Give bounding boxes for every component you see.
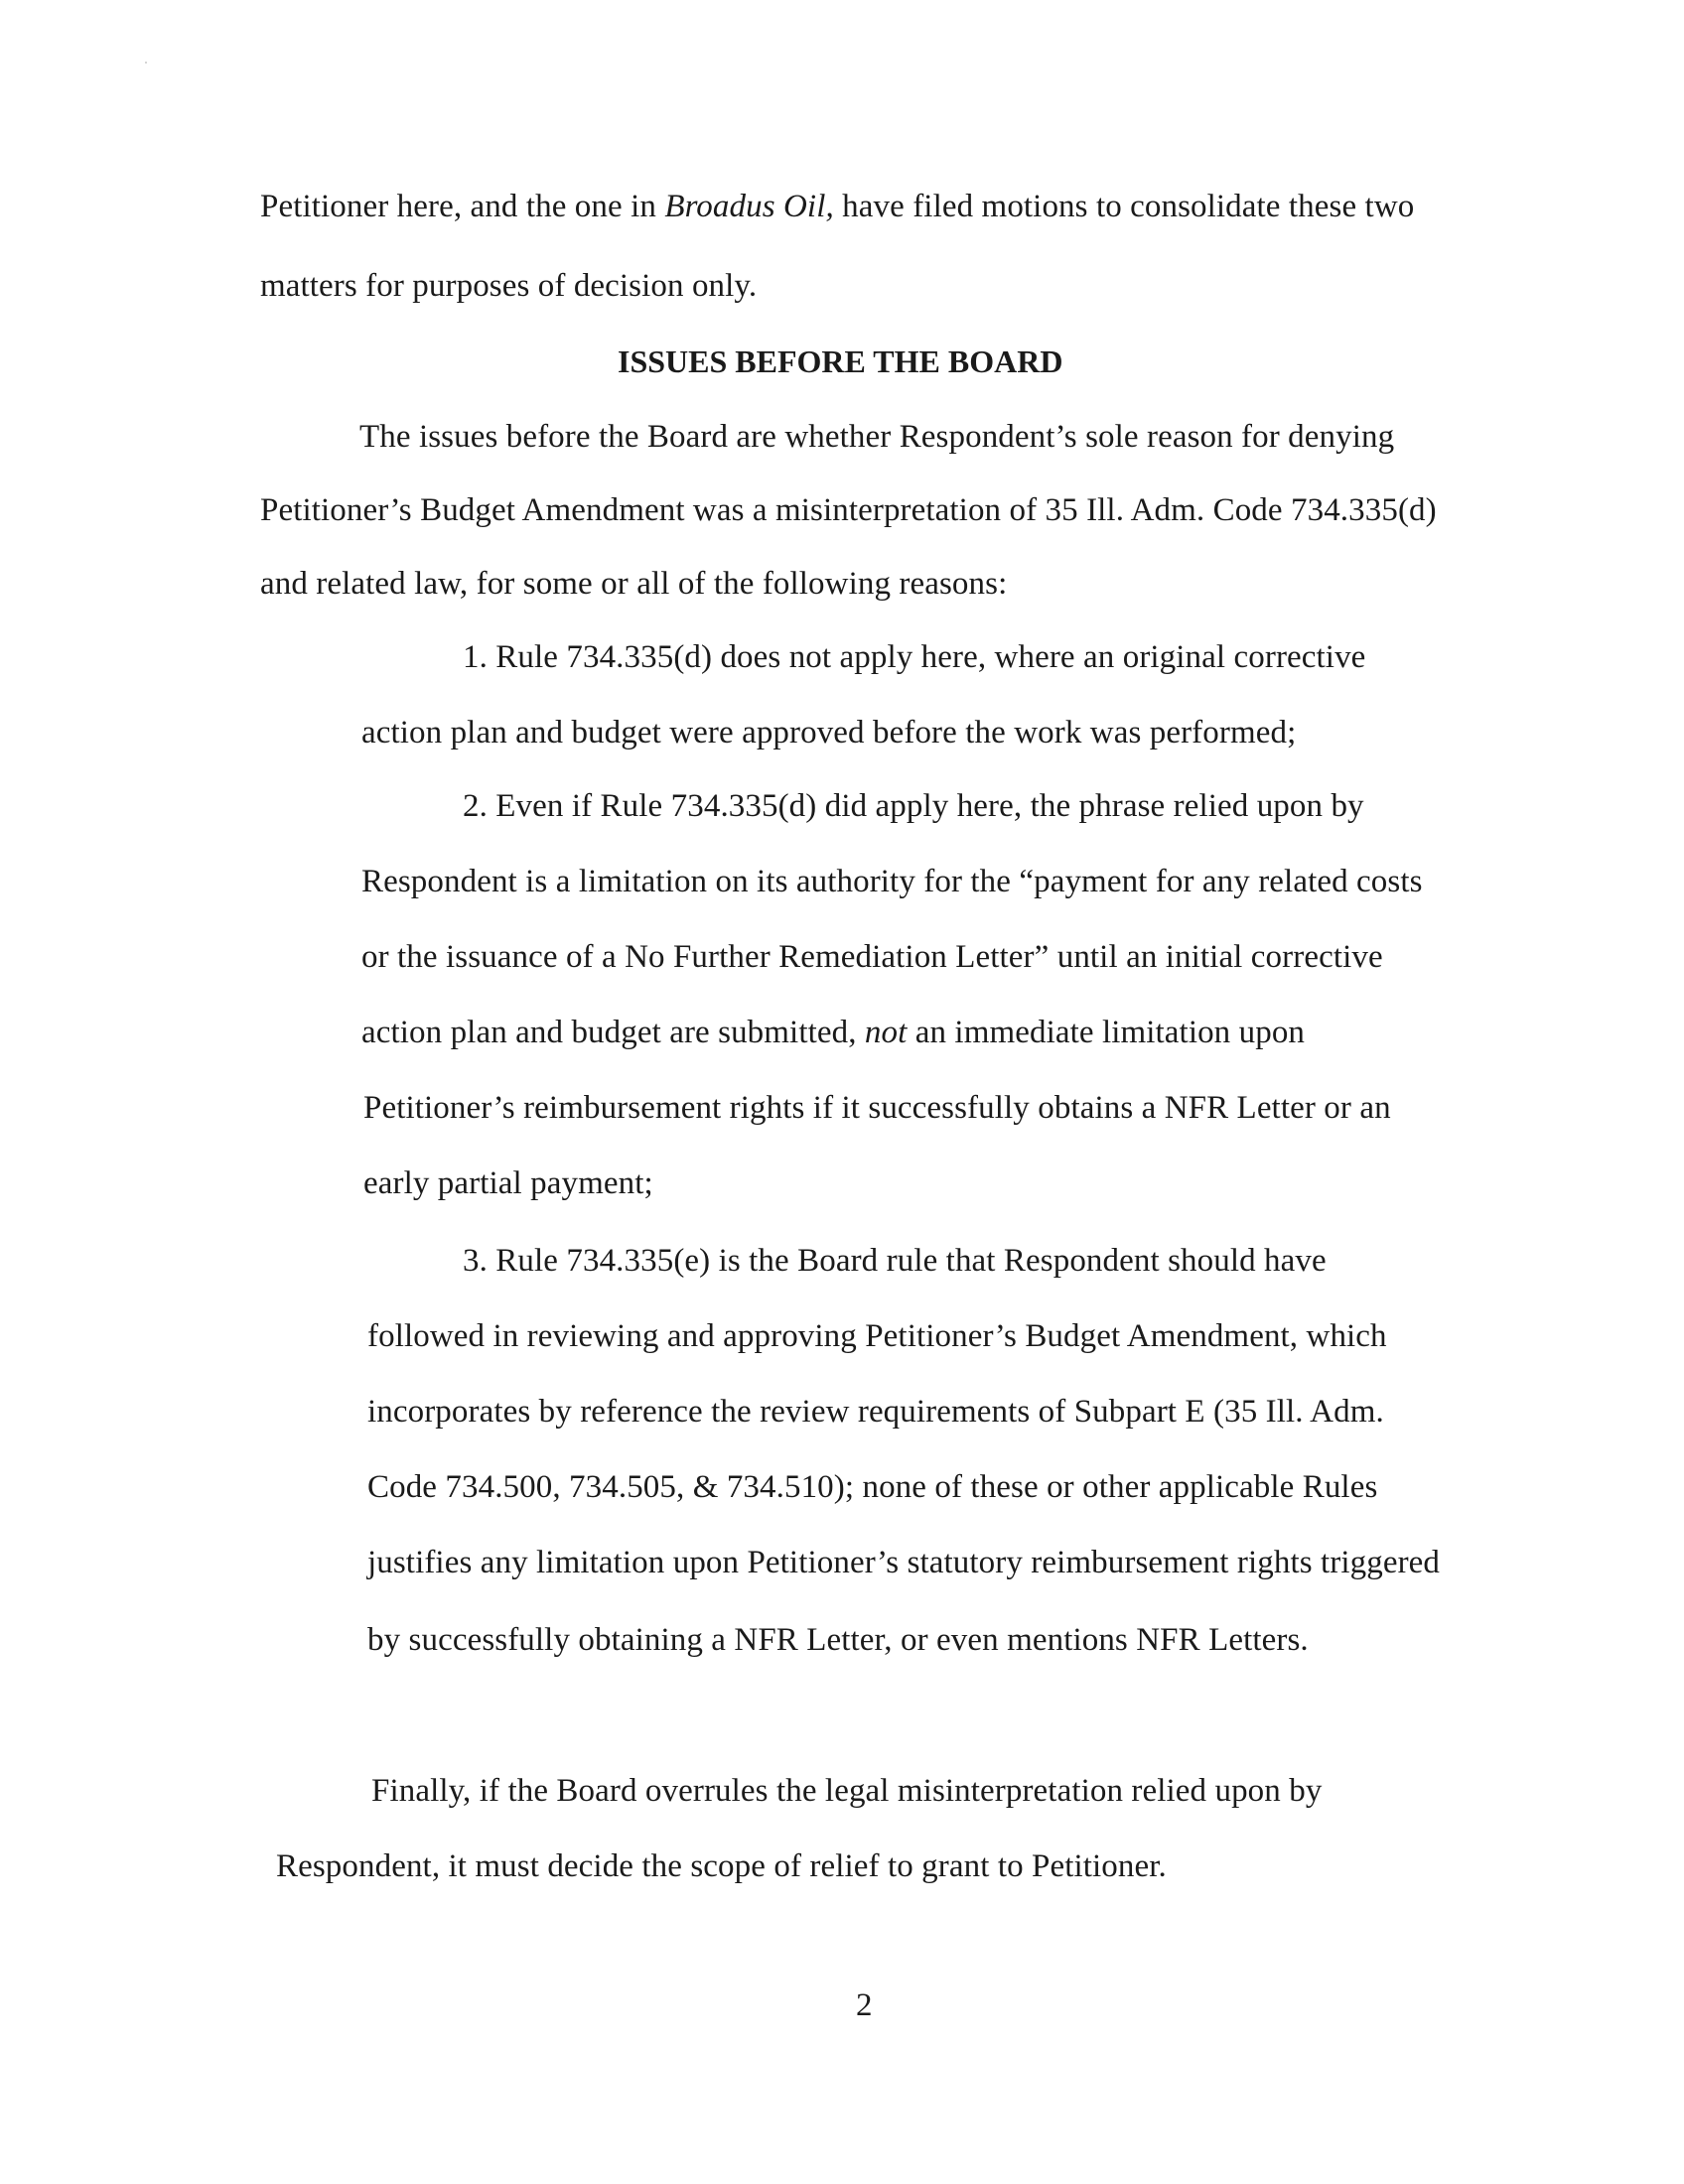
intro-line-2: matters for purposes of decision only. [260,268,758,304]
item-2-line-4-end: an immediate limitation upon [907,1015,1306,1050]
intro-line-1 [260,187,1414,226]
emphasis-italic: not [864,1015,908,1050]
scan-speck [145,62,147,64]
item-2-line-4-start: action plan and budget are submitted, [361,1015,865,1050]
item-2-line-2: Respondent is a limitation on its authority for the “payment for any related costs [361,864,1423,899]
section-heading: ISSUES BEFORE THE BOARD [618,343,1063,379]
issues-line-2: Petitioner’s Budget Amendment was a misinterpretation of 35 Ill. Adm. Code 734.335(d) [260,492,1437,528]
item-1-line-1: 1. Rule 734.335(d) does not apply here, where an original corrective [463,639,1366,675]
case-name-italic: Broadus Oil, [664,189,834,224]
item-3-line-3: incorporates by reference the review requirements of Subpart E (35 Ill. Adm. [367,1394,1384,1430]
intro-line-1-start: Petitioner here, and the one in [260,189,665,224]
item-3-line-5: justifies any limitation upon Petitioner’s statutory reimbursement rights triggered [367,1545,1441,1580]
item-3-line-4: Code 734.500, 734.505, & 734.510); none of these or other applicable Rules [367,1469,1378,1505]
item-2-line-1: 2. Even if Rule 734.335(d) did apply here, the phrase relied upon by [463,788,1364,824]
item-3-line-1: 3. Rule 734.335(e) is the Board rule that Respondent should have [463,1243,1327,1279]
final-line-1: Finally, if the Board overrules the legal misinterpretation relied upon by [371,1773,1323,1809]
final-line-2: Respondent, it must decide the scope of relief to grant to Petitioner. [276,1848,1167,1884]
item-3-line-2: followed in reviewing and approving Petitioner’s Budget Amendment, which [367,1318,1387,1354]
item-1-line-2: action plan and budget were approved before the work was performed; [361,715,1297,751]
item-2-line-5: Petitioner’s reimbursement rights if it successfully obtains a NFR Letter or an [363,1090,1391,1126]
intro-line-1-end: have filed motions to consolidate these two [833,189,1415,224]
item-3-line-6: by successfully obtaining a NFR Letter, or even mentions NFR Letters. [367,1622,1309,1658]
page-number: 2 [856,1987,873,2023]
issues-line-3: and related law, for some or all of the following reasons: [260,566,1008,602]
item-2-line-4 [361,1013,1305,1052]
item-2-line-6: early partial payment; [363,1165,653,1201]
issues-line-1: The issues before the Board are whether Respondent’s sole reason for denying [359,419,1395,455]
item-2-line-3: or the issuance of a No Further Remediation Letter” until an initial corrective [361,939,1383,975]
